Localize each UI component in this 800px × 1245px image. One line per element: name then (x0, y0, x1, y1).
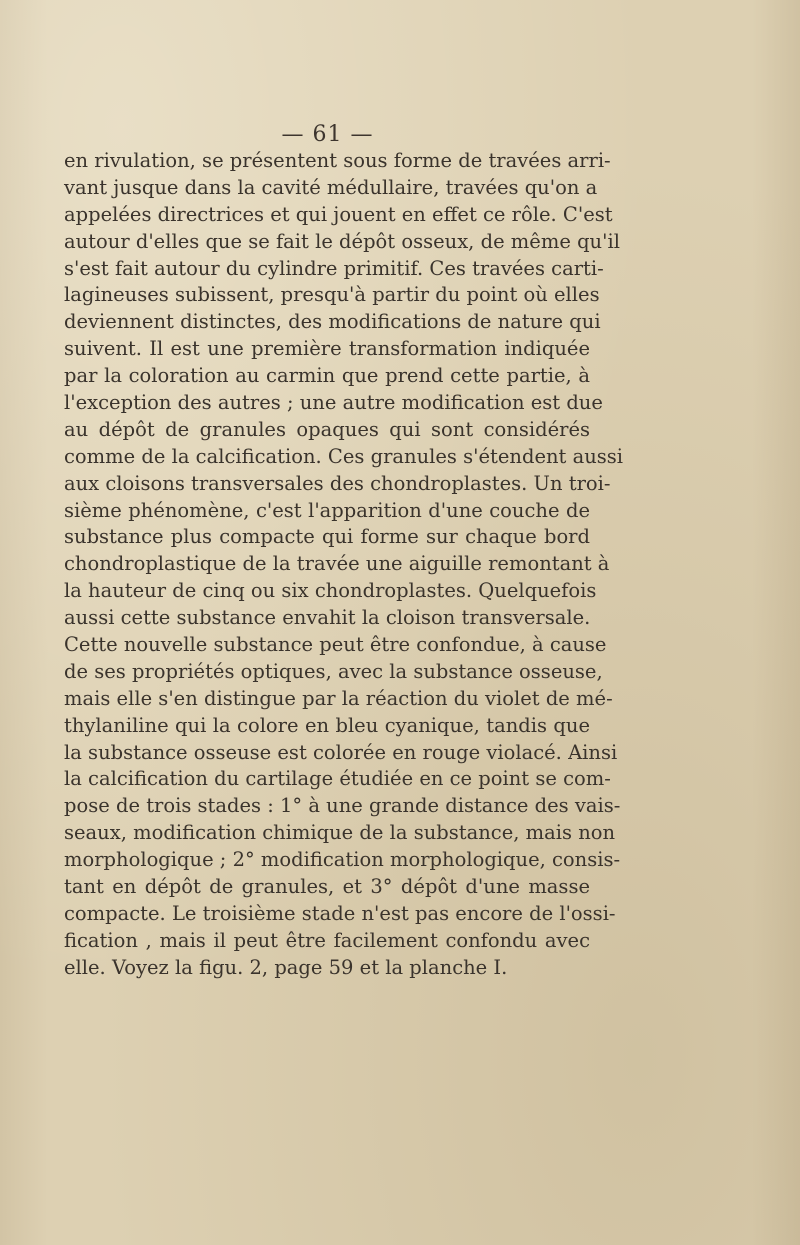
text-line: par la coloration au carmin que prend cette partie, à (64, 364, 590, 388)
text-line: thylaniline qui la colore en bleu cyanique, tandis que (64, 713, 590, 737)
text-line: pose de trois stades : 1° à une grande distance des vais- (64, 794, 621, 818)
text-line: Cette nouvelle substance peut être confondue, à cause (64, 633, 607, 657)
text-line: aussi cette substance envahit la cloison transversale. (64, 606, 591, 630)
text-line: de ses propriétés optiques, avec la substance osseuse, (64, 659, 603, 683)
text-line: tant en dépôt de granules, et 3° dépôt d'une masse (64, 875, 590, 899)
text-line: chondroplastique de la travée une aiguille remontant à (64, 552, 610, 576)
text-line: appelées directrices et qui jouent en effet ce rôle. C'est (64, 202, 613, 226)
text-line: sième phénomène, c'est l'apparition d'une couche de (64, 498, 590, 522)
text-line: en rivulation, se présentent sous forme de travées arri- (64, 149, 611, 172)
text-line: mais elle s'en distingue par la réaction du violet de mé- (64, 686, 613, 710)
text-line: deviennent distinctes, des modifications de nature qui (64, 310, 601, 334)
text-line: fication , mais il peut être facilement confondu avec (64, 928, 590, 952)
text-line: lagineuses subissent, presqu'à partir du point où elles (64, 283, 600, 307)
text-line: substance plus compacte qui forme sur chaque bord (64, 525, 590, 549)
text-line: suivent. Il est une première transformation indiquée (64, 337, 590, 361)
text-line: compacte. Le troisième stade n'est pas encore de l'ossi- (64, 901, 616, 925)
text-line: au dépôt de granules opaques qui sont considérés (64, 417, 590, 441)
text-line: la substance osseuse est colorée en rouge violacé. Ainsi (64, 740, 618, 764)
text-line: la calcification du cartilage étudiée en ce point se com- (64, 767, 611, 791)
text-line: s'est fait autour du cylindre primitif. Ces travées carti- (64, 256, 604, 280)
text-line: vant jusque dans la cavité médullaire, travées qu'on a (64, 175, 598, 199)
text-line: la hauteur de cinq ou six chondroplastes. Quelquefois (64, 579, 597, 603)
page-number: — 61 — (281, 122, 374, 147)
text-line: autour d'elles que se fait le dépôt osseux, de même qu'il (64, 229, 620, 253)
text-line: aux cloisons transversales des chondroplastes. Un troi- (64, 471, 611, 495)
body-text (64, 148, 624, 982)
text-line: elle. Voyez la figu. 2, page 59 et la planche I. (64, 955, 508, 979)
text-line: comme de la calcification. Ces granules s'étendent aussi (64, 444, 624, 468)
text-line: seaux, modification chimique de la substance, mais non (64, 821, 616, 845)
text-line: morphologique ; 2° modification morphologique, consis- (64, 848, 621, 872)
text-line: l'exception des autres ; une autre modification est due (64, 391, 603, 415)
